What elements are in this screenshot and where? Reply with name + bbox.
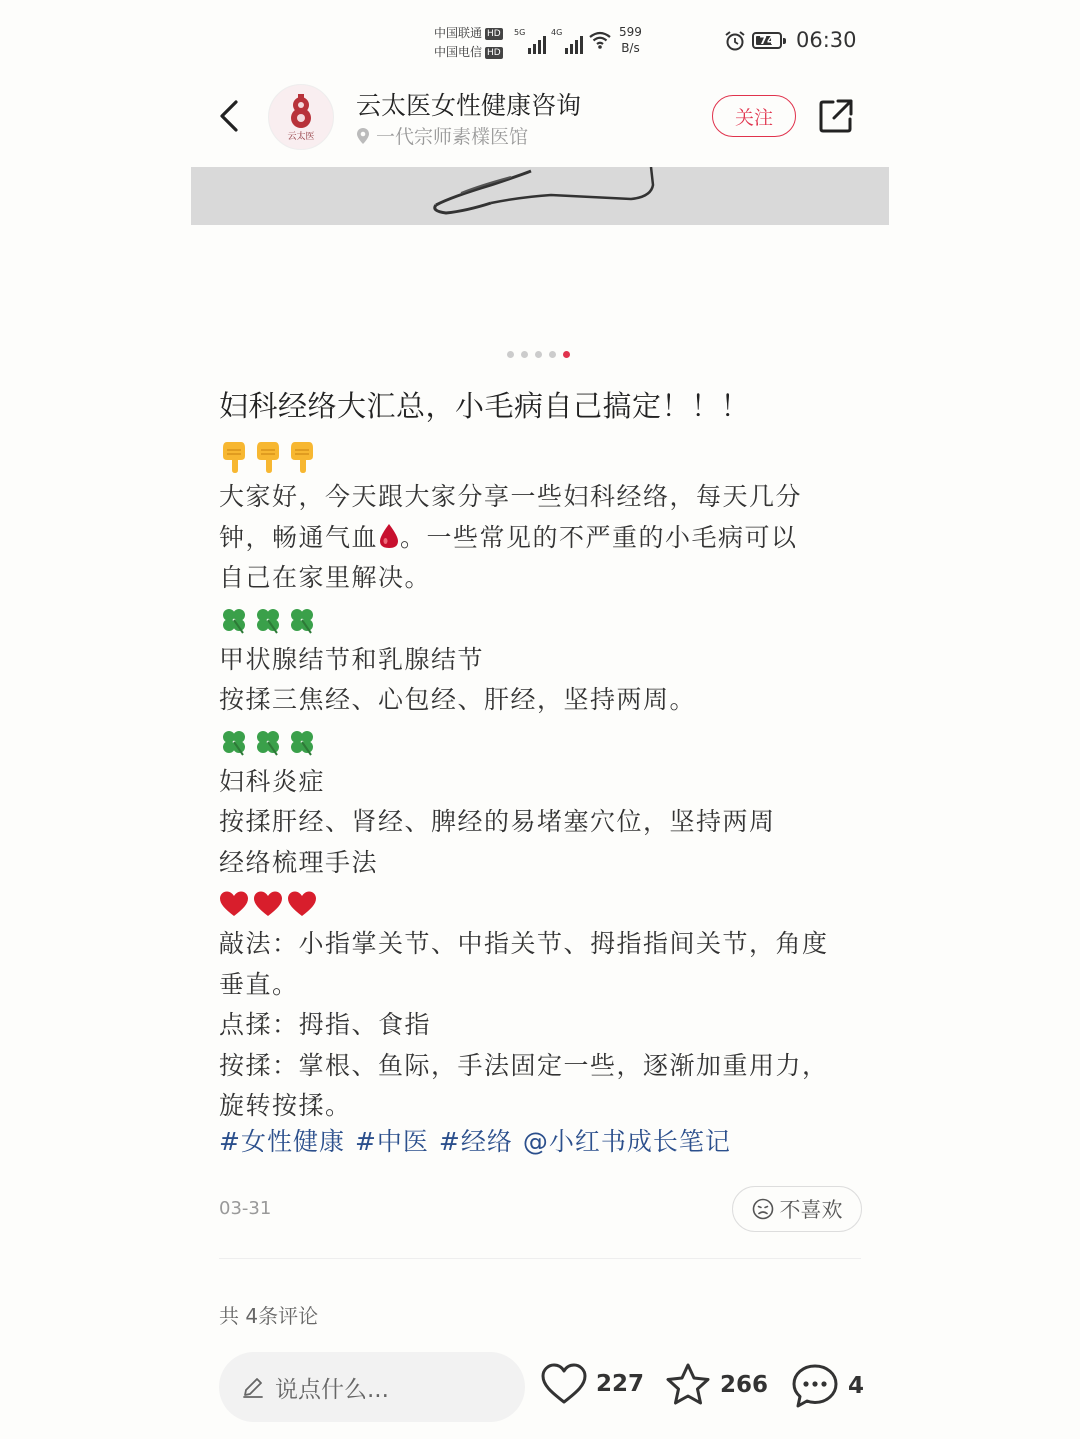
- signal-icon: [514, 28, 546, 54]
- body-line: 按揉肝经、肾经、脾经的易堵塞穴位，坚持两周: [219, 807, 776, 836]
- body-line: 点揉：拇指、食指: [219, 1010, 432, 1039]
- like-button[interactable]: [540, 1362, 644, 1406]
- heart-emoji-row: [219, 884, 317, 924]
- carrier-1: 中国联通: [434, 26, 483, 40]
- clover-emoji: [219, 727, 249, 757]
- carousel-indicator: [507, 351, 570, 358]
- location[interactable]: [356, 122, 528, 149]
- status-bar: [0, 18, 1080, 68]
- pointing-down-emoji: [287, 440, 317, 474]
- post-image[interactable]: [191, 167, 889, 225]
- avatar[interactable]: [268, 84, 334, 150]
- speed-unit: B/s: [621, 41, 640, 55]
- body-line: 经络梳理手法: [219, 847, 379, 877]
- heart-emoji: [287, 890, 317, 918]
- back-icon[interactable]: [214, 98, 246, 134]
- tag-list: [219, 1122, 741, 1158]
- drop-of-blood-emoji: [378, 522, 400, 550]
- battery-icon: [752, 32, 782, 49]
- tag-link[interactable]: #经络: [438, 1127, 513, 1156]
- body-line: 甲状腺结节和乳腺结节: [219, 644, 485, 674]
- clover-emoji: [287, 605, 317, 635]
- pencil-icon: [241, 1375, 265, 1399]
- divider: [219, 1258, 861, 1259]
- body-line: [219, 518, 869, 559]
- clock: 06:30: [796, 28, 857, 52]
- body-line: 旋转按揉。: [219, 1091, 352, 1120]
- post-date: 03-31: [219, 1198, 272, 1219]
- location-label: 一代宗师素檏医馆: [376, 126, 529, 148]
- clover-emoji-row: [219, 722, 317, 762]
- star-icon: [664, 1362, 712, 1408]
- post-body: [219, 436, 869, 1127]
- body-text: 。一些常见的不严重的小毛病可以: [400, 522, 798, 552]
- body-line: 妇科炎症: [219, 766, 326, 796]
- clover-emoji: [253, 727, 283, 757]
- post-title: 妇科经络大汇总，小毛病自己搞定！！！: [219, 389, 751, 423]
- network-speed: [619, 24, 642, 56]
- share-icon[interactable]: [818, 98, 854, 134]
- collect-count: 266: [720, 1372, 769, 1398]
- like-count: 227: [596, 1371, 645, 1397]
- pointing-down-emoji: [253, 440, 283, 474]
- body-line: 大家好，今天跟大家分享一些妇科经络，每天几分: [219, 482, 803, 511]
- tag-link[interactable]: #中医: [354, 1127, 429, 1156]
- clover-emoji: [219, 605, 249, 635]
- network-type-2: 4G: [551, 28, 563, 37]
- carousel-dot: [563, 351, 570, 358]
- hd-badge: HD: [487, 47, 501, 58]
- comment-bubble-icon: [790, 1362, 840, 1410]
- clover-emoji-row: [219, 600, 317, 640]
- mention-link[interactable]: @小红书成长笔记: [522, 1127, 731, 1156]
- dislike-face-icon: [752, 1198, 774, 1220]
- pointing-down-emoji-row: [219, 437, 317, 477]
- heart-emoji: [253, 890, 283, 918]
- body-line: 自己在家里解决。: [219, 563, 432, 592]
- collect-button[interactable]: [664, 1362, 768, 1408]
- author-name[interactable]: 云太医女性健康咨询: [356, 91, 582, 120]
- pointing-down-emoji: [219, 440, 249, 474]
- body-line: 敲法：小指掌关节、中指关节、拇指指间关节，角度: [219, 929, 829, 958]
- heart-emoji: [219, 890, 249, 918]
- body-text: 钟，畅通气血: [219, 522, 379, 552]
- carrier-info: [434, 24, 503, 62]
- follow-button[interactable]: 关注: [712, 95, 796, 137]
- like-heart-icon: [540, 1362, 588, 1406]
- tag-link[interactable]: #女性健康: [219, 1127, 345, 1156]
- avatar-text: 云太医: [287, 132, 315, 142]
- carousel-dot: [549, 351, 556, 358]
- clover-emoji: [287, 727, 317, 757]
- clover-emoji: [253, 605, 283, 635]
- comment-button[interactable]: [790, 1362, 864, 1410]
- carrier-2: 中国电信: [434, 45, 483, 59]
- body-line: 按揉三焦经、心包经、肝经，坚持两周。: [219, 685, 697, 714]
- comment-count-badge: 4: [848, 1373, 865, 1399]
- carousel-dot: [535, 351, 542, 358]
- carousel-dot: [521, 351, 528, 358]
- dislike-button[interactable]: [732, 1186, 862, 1232]
- wifi-icon: [588, 30, 612, 50]
- comment-count: 共 4条评论: [219, 1304, 319, 1328]
- battery-percent: 74: [759, 34, 775, 47]
- body-line: 按揉：掌根、鱼际，手法固定一些，逐渐加重用力，: [219, 1050, 829, 1080]
- comment-placeholder: 说点什么...: [275, 1376, 389, 1403]
- post-image-drawing: [191, 167, 889, 225]
- comment-input[interactable]: [219, 1352, 525, 1422]
- network-type-1: 5G: [514, 28, 526, 37]
- alarm-icon: [724, 30, 746, 52]
- carousel-dot: [507, 351, 514, 358]
- dislike-label: 不喜欢: [779, 1198, 843, 1222]
- body-line: 垂直。: [219, 969, 299, 999]
- signal-icon: [551, 28, 583, 54]
- speed-value: 599: [619, 25, 642, 39]
- hd-badge: HD: [487, 28, 501, 39]
- location-pin-icon: [356, 127, 370, 145]
